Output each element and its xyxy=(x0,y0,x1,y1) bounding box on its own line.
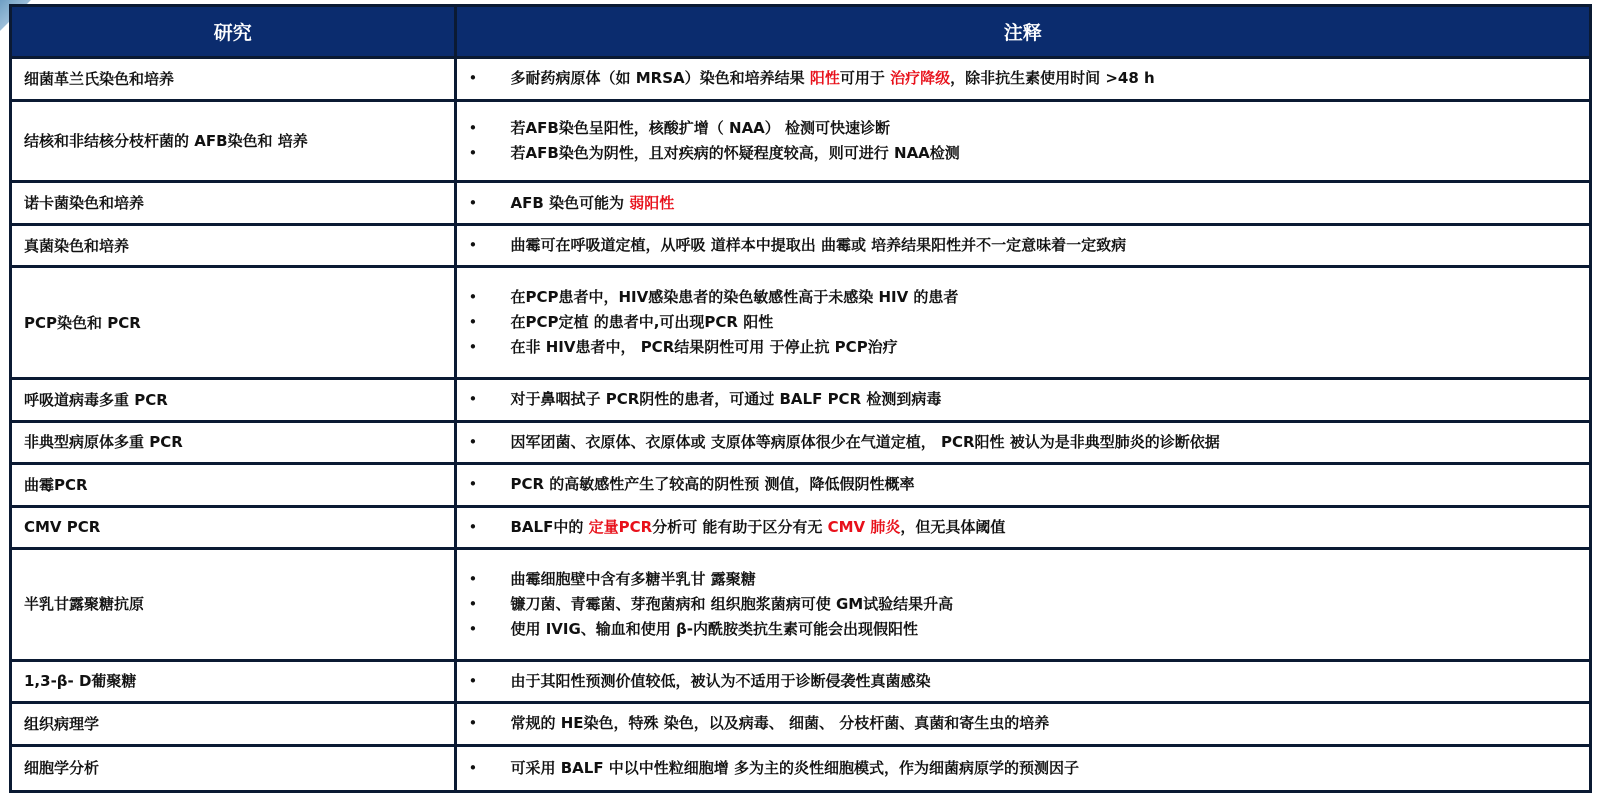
highlighted-text: 治疗降级 xyxy=(890,69,951,88)
notes-list xyxy=(457,233,1584,258)
note-item xyxy=(457,116,1584,141)
table-row xyxy=(12,549,1589,661)
note-text: BALF中的 xyxy=(510,517,589,536)
note-item xyxy=(457,711,1584,736)
notes-cell xyxy=(455,100,1589,182)
study-cell: 结核和非结核分枝杆菌的 AFB染色和 培养 xyxy=(12,100,455,182)
note-text: 曲霉可在呼吸道定植，从呼吸 道样本中提取出 曲霉或 培养结果阳性并不一定意味着一定致病 xyxy=(510,236,1127,255)
highlighted-text: 弱阳性 xyxy=(629,193,675,212)
note-item xyxy=(457,141,1584,166)
notes-list xyxy=(457,567,1584,642)
notes-cell xyxy=(455,464,1589,507)
notes-cell xyxy=(455,182,1589,225)
table-row xyxy=(12,58,1589,101)
bullet-icon: • xyxy=(468,288,478,307)
table-row xyxy=(12,660,1589,703)
notes-list xyxy=(457,711,1584,736)
bullet-icon: • xyxy=(468,118,478,137)
table-row xyxy=(12,379,1589,422)
table-row xyxy=(12,506,1589,549)
note-text: 常规的 HE染色，特殊 染色，以及病毒、 细菌、 分枝杆菌、真菌和寄生虫的培养 xyxy=(510,714,1050,733)
note-text: 多耐药病原体（如 MRSA）染色和培养结果 xyxy=(510,69,810,88)
note-text: ，除非抗生素使用时间 >48 h xyxy=(950,69,1155,88)
table-header-row xyxy=(12,7,1589,58)
table-row xyxy=(12,224,1589,267)
note-text: 曲霉细胞壁中含有多糖半乳甘 露聚糖 xyxy=(510,569,756,588)
study-cell: 1,3-β- D葡聚糖 xyxy=(12,660,455,703)
note-item xyxy=(457,387,1584,412)
note-text: 在PCP定植 的患者中,可出现PCR 阳性 xyxy=(510,313,774,332)
note-text: 若AFB染色为阴性，且对疾病的怀疑程度较高，则可进行 NAA检测 xyxy=(510,143,960,162)
note-item xyxy=(457,310,1584,335)
highlighted-text: 阳性 xyxy=(809,69,840,88)
table-row xyxy=(12,182,1589,225)
note-item xyxy=(457,472,1584,497)
notes-list xyxy=(457,66,1584,91)
table-row xyxy=(12,745,1589,790)
notes-cell xyxy=(455,224,1589,267)
bullet-icon: • xyxy=(468,569,478,588)
bullet-icon: • xyxy=(468,671,478,690)
bullet-icon: • xyxy=(468,517,478,536)
note-text: 镰刀菌、青霉菌、芽孢菌病和 组织胞浆菌病可使 GM试验结果升高 xyxy=(510,594,954,613)
note-item xyxy=(457,567,1584,592)
notes-cell xyxy=(455,745,1589,790)
header-notes: 注释 xyxy=(455,7,1589,58)
note-item xyxy=(457,592,1584,617)
notes-cell xyxy=(455,379,1589,422)
bullet-icon: • xyxy=(468,338,478,357)
note-text: 可采用 BALF 中以中性粒细胞增 多为主的炎性细胞模式，作为细菌病原学的预测因子 xyxy=(510,758,1080,777)
note-text: AFB 染色可能为 xyxy=(510,193,630,212)
note-item xyxy=(457,756,1584,781)
study-cell: PCP染色和 PCR xyxy=(12,267,455,379)
study-cell: 细胞学分析 xyxy=(12,745,455,790)
bullet-icon: • xyxy=(468,475,478,494)
highlighted-text: 定量PCR xyxy=(588,517,653,536)
table-row xyxy=(12,267,1589,379)
notes-cell xyxy=(455,703,1589,746)
note-text: PCR 的高敏感性产生了较高的阴性预 测值，降低假阴性概率 xyxy=(510,475,915,494)
study-cell: CMV PCR xyxy=(12,506,455,549)
highlighted-text: CMV 肺炎 xyxy=(827,517,901,536)
bullet-icon: • xyxy=(468,619,478,638)
notes-list xyxy=(457,191,1584,216)
study-cell: 半乳甘露聚糖抗原 xyxy=(12,549,455,661)
table-row xyxy=(12,100,1589,182)
note-text: 在PCP患者中，HIV感染患者的染色敏感性高于未感染 HIV 的患者 xyxy=(510,288,959,307)
note-text: 使用 IVIG、输血和使用 β-内酰胺类抗生素可能会出现假阳性 xyxy=(510,619,918,638)
notes-list xyxy=(457,669,1584,694)
note-text: 对于鼻咽拭子 PCR阴性的患者，可通过 BALF PCR 检测到病毒 xyxy=(510,390,942,409)
bullet-icon: • xyxy=(468,69,478,88)
study-cell: 诺卡菌染色和培养 xyxy=(12,182,455,225)
header-study: 研究 xyxy=(12,7,455,58)
study-cell: 组织病理学 xyxy=(12,703,455,746)
note-text: 由于其阳性预测价值较低，被认为不适用于诊断侵袭性真菌感染 xyxy=(510,671,931,690)
study-cell: 曲霉PCR xyxy=(12,464,455,507)
notes-cell xyxy=(455,660,1589,703)
bullet-icon: • xyxy=(468,714,478,733)
notes-list xyxy=(457,756,1584,781)
note-text: 分析可 能有助于区分有无 xyxy=(652,517,828,536)
diagnostic-tests-table xyxy=(9,4,1592,793)
note-item xyxy=(457,66,1584,91)
bullet-icon: • xyxy=(468,143,478,162)
bullet-icon: • xyxy=(468,193,478,212)
notes-list xyxy=(457,285,1584,360)
study-cell: 真菌染色和培养 xyxy=(12,224,455,267)
table-body xyxy=(12,58,1589,791)
study-cell: 呼吸道病毒多重 PCR xyxy=(12,379,455,422)
note-item xyxy=(457,285,1584,310)
table-row xyxy=(12,421,1589,464)
notes-cell xyxy=(455,506,1589,549)
note-text: 因军团菌、衣原体、衣原体或 支原体等病原体很少在气道定植， PCR阳性 被认为是非典型肺炎的诊断依据 xyxy=(510,432,1220,451)
notes-cell xyxy=(455,549,1589,661)
bullet-icon: • xyxy=(468,236,478,255)
study-cell: 细菌革兰氏染色和培养 xyxy=(12,58,455,101)
note-item xyxy=(457,669,1584,694)
notes-list xyxy=(457,116,1584,166)
notes-cell xyxy=(455,421,1589,464)
bullet-icon: • xyxy=(468,390,478,409)
note-item xyxy=(457,617,1584,642)
notes-list xyxy=(457,472,1584,497)
bullet-icon: • xyxy=(468,313,478,332)
notes-list xyxy=(457,430,1584,455)
table-row xyxy=(12,464,1589,507)
note-item xyxy=(457,233,1584,258)
note-item xyxy=(457,191,1584,216)
notes-cell xyxy=(455,267,1589,379)
note-item xyxy=(457,335,1584,360)
note-text: 可用于 xyxy=(839,69,891,88)
note-text: 若AFB染色呈阳性，核酸扩增（ NAA） 检测可快速诊断 xyxy=(510,118,891,137)
notes-list xyxy=(457,515,1584,540)
table-row xyxy=(12,703,1589,746)
bullet-icon: • xyxy=(468,758,478,777)
note-item xyxy=(457,430,1584,455)
note-item xyxy=(457,515,1584,540)
note-text: ，但无具体阈值 xyxy=(900,517,1006,536)
notes-cell xyxy=(455,58,1589,101)
notes-list xyxy=(457,387,1584,412)
bullet-icon: • xyxy=(468,594,478,613)
bullet-icon: • xyxy=(468,432,478,451)
note-text: 在非 HIV患者中， PCR结果阴性可用 于停止抗 PCP治疗 xyxy=(510,338,898,357)
study-cell: 非典型病原体多重 PCR xyxy=(12,421,455,464)
